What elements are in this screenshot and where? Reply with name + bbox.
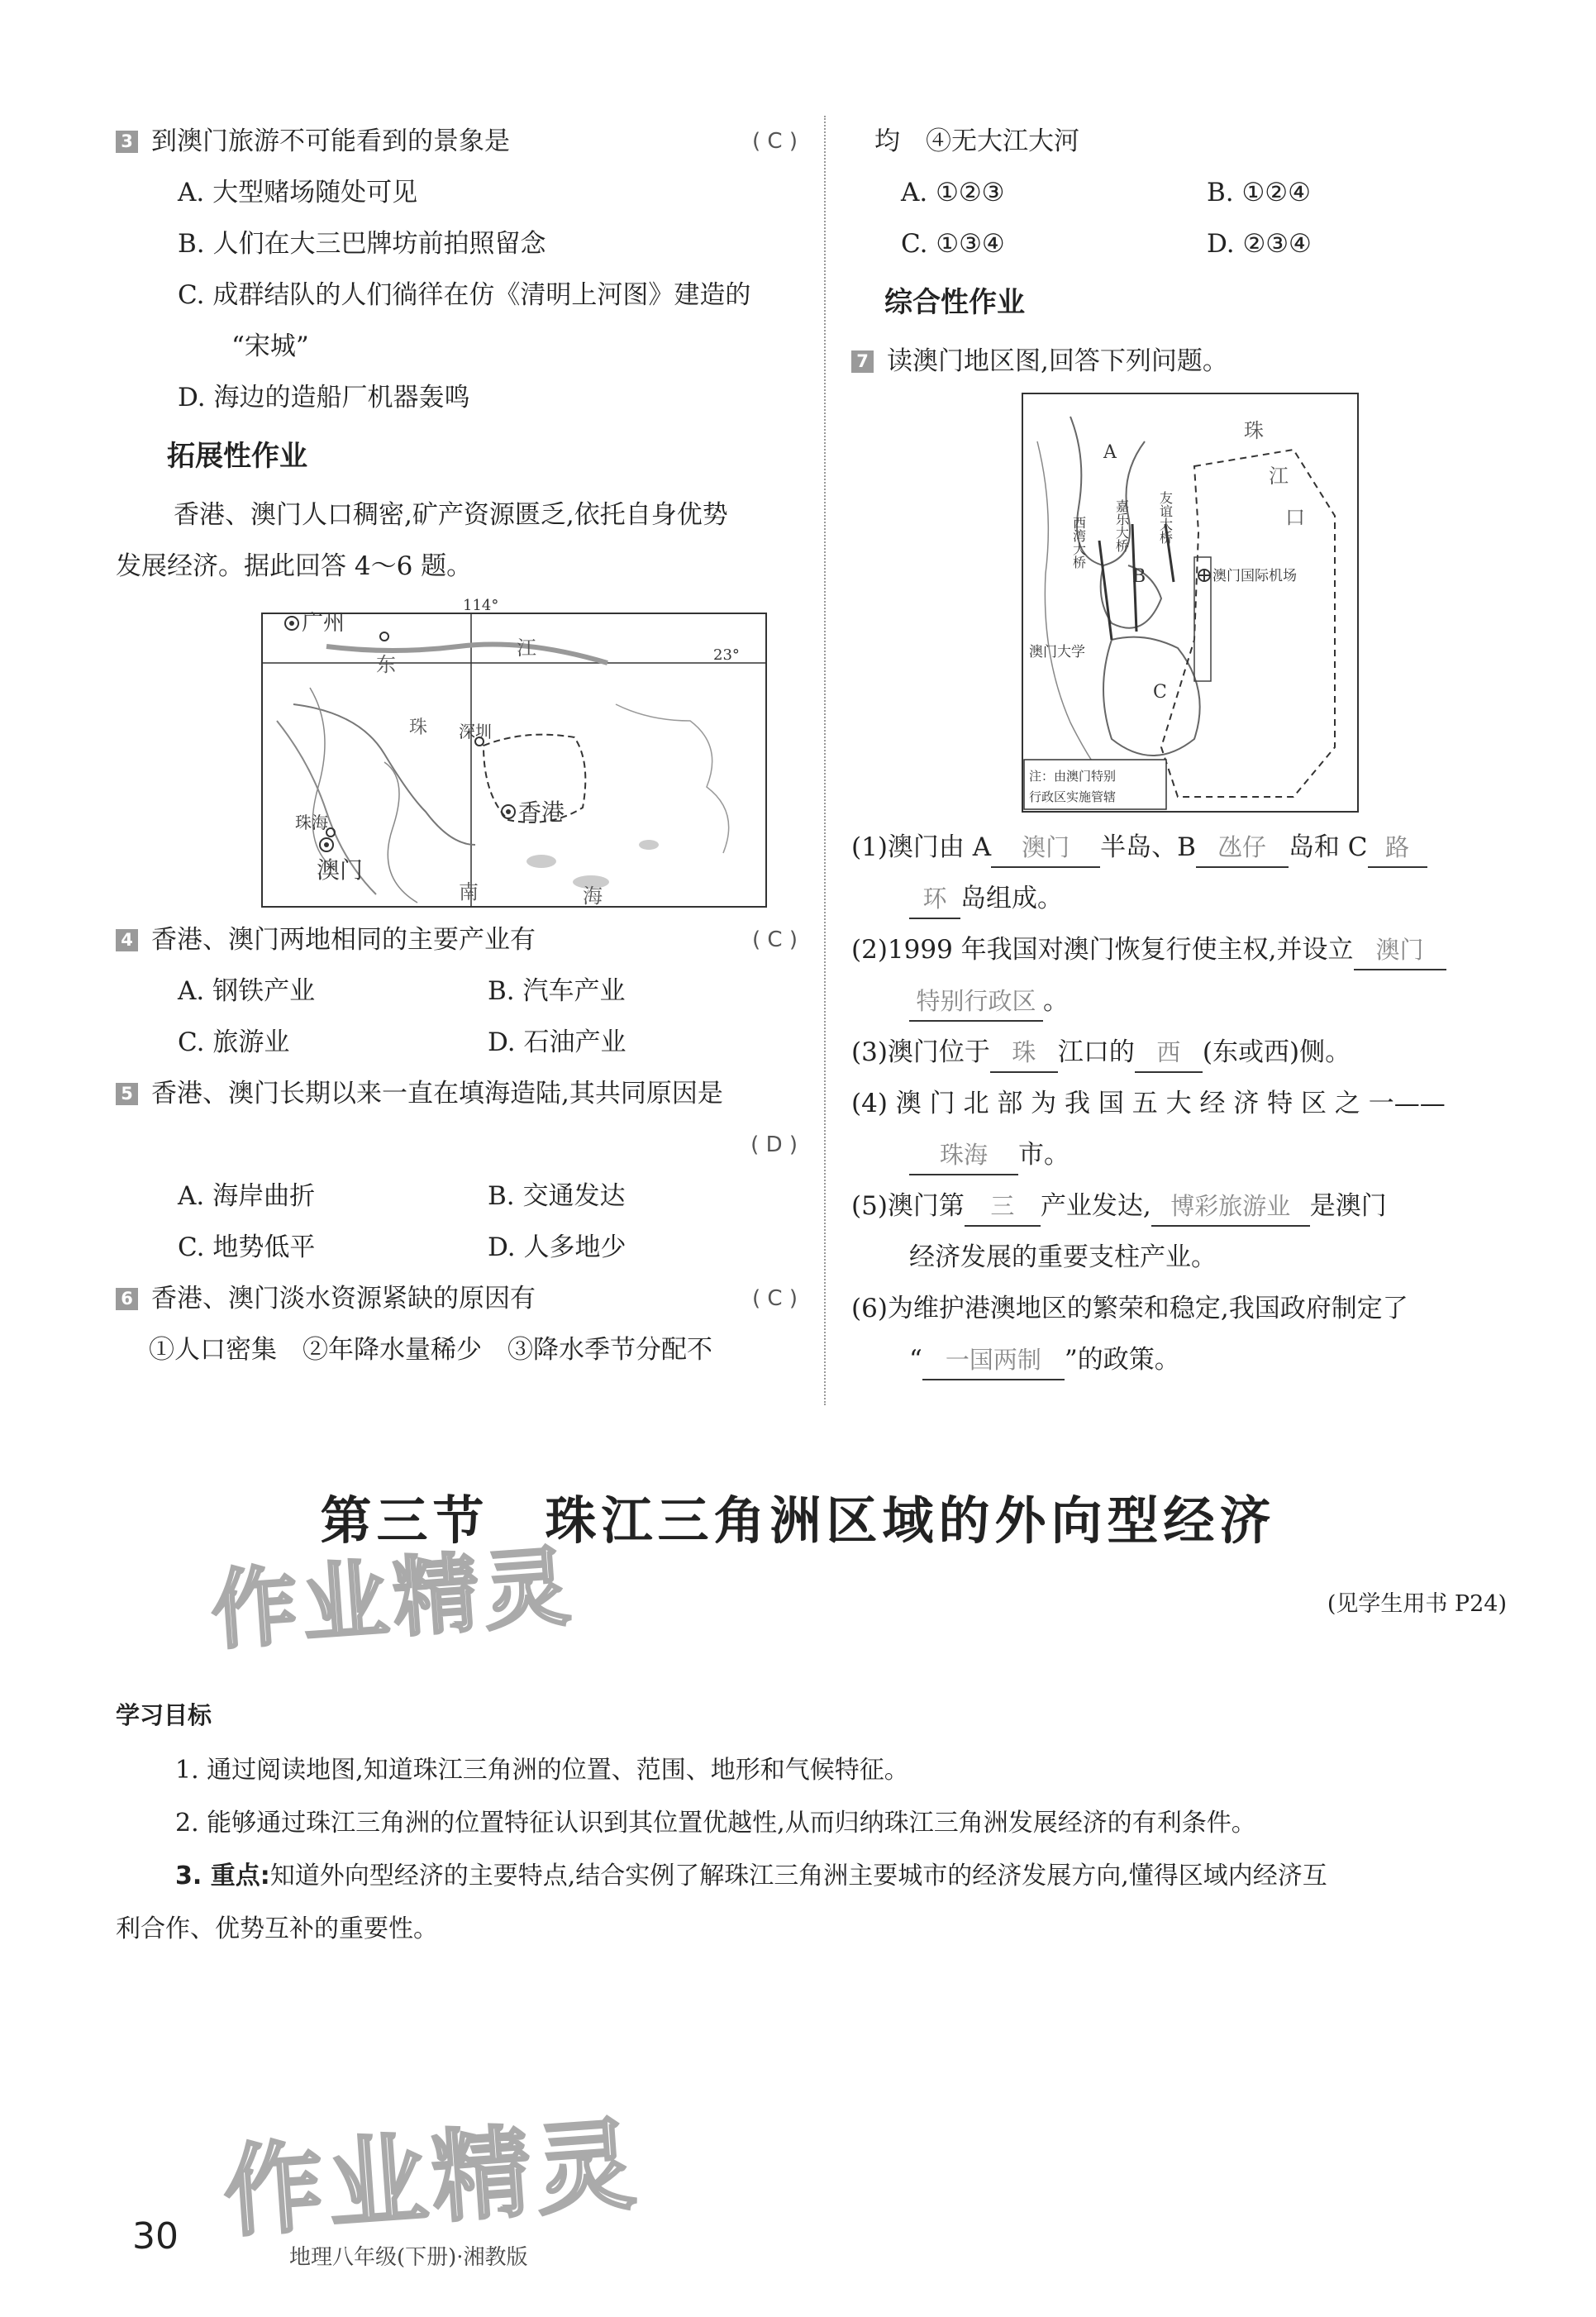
text: 产业发达,	[1040, 1191, 1151, 1221]
label-aomen: 澳门	[317, 856, 364, 884]
question-number: 6	[116, 1288, 138, 1310]
label-latitude: 23°	[713, 646, 740, 664]
options-row-2	[116, 1222, 798, 1273]
page-number: 30	[132, 2215, 179, 2257]
question-text: 香港、澳门两地相同的主要产业有	[151, 925, 536, 955]
option-a: A. 大型赌场随处可见	[178, 178, 418, 207]
label-a: A	[1103, 442, 1117, 463]
text: “	[909, 1345, 922, 1375]
option-a: A. ①②③	[901, 178, 1005, 207]
section-title-extension: 拓展性作业	[167, 440, 307, 473]
option-d: D. 人多地少	[488, 1232, 626, 1262]
label-jiaao-bridge: 嘉乐大桥	[1113, 499, 1130, 552]
q7-part-1	[851, 822, 1513, 873]
student-book-reference: (见学生用书 P24)	[1327, 1591, 1507, 1617]
question-4	[116, 914, 798, 965]
q6-options-row-2	[851, 218, 1513, 269]
label-zhu: 珠	[409, 718, 428, 738]
label-longitude: 114°	[463, 597, 499, 614]
text: (5)澳门第	[851, 1191, 965, 1221]
q7-part-6-continued	[851, 1334, 1513, 1385]
label-university: 澳门大学	[1029, 644, 1085, 660]
answer-blank: 三	[965, 1187, 1041, 1227]
map-graphic	[260, 597, 773, 911]
question-5	[116, 1068, 798, 1119]
macau-map-graphic	[1021, 392, 1360, 813]
hk-macau-map	[260, 597, 773, 911]
q7-part-1-continued	[851, 873, 1513, 924]
question-7	[851, 336, 1513, 387]
text: (2)1999 年我国对澳门恢复行使主权,并设立	[851, 935, 1354, 965]
option-b: B. 交通发达	[488, 1181, 626, 1211]
goal-3-continued: 利合作、优势互补的重要性。	[116, 1914, 438, 1943]
option-d: D. 海边的造船厂机器轰鸣	[178, 383, 470, 412]
question-text: 香港、澳门淡水资源紧缺的原因有	[151, 1284, 536, 1313]
footer-text: 地理八年级(下册)·湘教版	[289, 2245, 528, 2270]
option-c: C. 旅游业	[178, 1027, 290, 1057]
q6-options-row-1	[851, 167, 1513, 218]
text: 。	[1043, 986, 1069, 1016]
right-column	[851, 116, 1513, 1385]
macau-map	[1021, 392, 1360, 813]
label-airport: 澳门国际机场	[1212, 568, 1297, 584]
goals-heading: 学习目标	[116, 1701, 212, 1729]
option-a: A. 钢铁产业	[178, 976, 316, 1006]
q7-part-6: (6)为维护港澳地区的繁荣和稳定,我国政府制定了	[851, 1294, 1408, 1323]
label-xiwan-bridge: 西湾大桥	[1070, 516, 1087, 569]
label-c: C	[1153, 682, 1167, 703]
label-dong: 东	[376, 653, 396, 676]
label-shenzhen: 深圳	[459, 722, 492, 741]
option-b: B. 人们在大三巴牌坊前拍照留念	[178, 229, 546, 259]
question-6-continued: 均 ④无大江大河	[874, 126, 1079, 156]
option-c: C. 地势低平	[178, 1232, 316, 1262]
options-row-1	[116, 965, 798, 1017]
answer: ( C )	[752, 927, 798, 952]
label-zhu: 珠	[1244, 419, 1264, 442]
question-number: 4	[116, 929, 138, 951]
watermark-bottom: 作业精灵	[220, 2107, 644, 2252]
text: 半岛、B	[1100, 832, 1196, 862]
goal-3-label: 3. 重点:	[175, 1862, 270, 1890]
label-hai: 海	[583, 884, 603, 908]
question-text: 读澳门地区图,回答下列问题。	[887, 346, 1228, 376]
label-xianggang: 香港	[518, 799, 565, 826]
q7-part-4-continued	[851, 1129, 1513, 1180]
answer-blank: 特别行政区	[909, 982, 1043, 1022]
goal-2: 2. 能够通过珠江三角洲的位置特征认识到其位置优越性,从而归纳珠江三角洲发展经济的有利条件。	[175, 1809, 1256, 1838]
options-row-1	[116, 1170, 798, 1222]
q7-part-3	[851, 1027, 1513, 1078]
answer-blank: 澳门	[1354, 931, 1446, 970]
text: 市。	[1018, 1140, 1070, 1170]
answer-blank: 博彩旅游业	[1151, 1187, 1310, 1227]
column-divider	[824, 116, 826, 1405]
question-text: 到澳门旅游不可能看到的景象是	[151, 126, 510, 156]
answer-blank: 一国两制	[922, 1341, 1065, 1380]
option-c-continued: “宋城”	[231, 331, 309, 361]
answer-blank: 澳门	[991, 828, 1100, 868]
label-b: B	[1132, 566, 1146, 587]
goal-3-text: 知道外向型经济的主要特点,结合实例了解珠江三角洲主要城市的经济发展方向,懂得区域内经济互	[269, 1862, 1327, 1890]
map-note-2: 行政区实施管辖	[1029, 789, 1117, 804]
label-jiang: 江	[517, 636, 536, 660]
label-nan: 南	[459, 880, 479, 903]
option-b: B. 汽车产业	[488, 976, 626, 1006]
question-text: 香港、澳门长期以来一直在填海造陆,其共同原因是	[151, 1079, 723, 1108]
question-6	[116, 1273, 798, 1324]
q7-part-4: (4) 澳 门 北 部 为 我 国 五 大 经 济 特 区 之 一——	[851, 1089, 1446, 1118]
page-title: 第三节 珠江三角洲区域的外向型经济	[320, 1490, 1276, 1551]
text: (1)澳门由 A	[851, 832, 992, 862]
answer: ( D )	[750, 1132, 798, 1157]
q7-part-5-continued: 经济发展的重要支柱产业。	[909, 1242, 1217, 1272]
q7-part-2-continued	[851, 975, 1513, 1027]
option-c: C. 成群结队的人们徜徉在仿《清明上河图》建造的	[178, 280, 751, 310]
question-6-statements: ①人口密集 ②年降水量稀少 ③降水季节分配不	[149, 1335, 712, 1365]
option-b: B. ①②④	[1207, 178, 1311, 207]
question-number: 5	[116, 1083, 138, 1105]
label-kou: 口	[1285, 506, 1305, 529]
label-guangzhou: 广州	[302, 611, 345, 636]
text: ”的政策。	[1064, 1345, 1180, 1375]
option-d: D. 石油产业	[488, 1027, 626, 1057]
goal-3	[116, 1850, 1513, 1903]
option-c: C. ①③④	[901, 229, 1005, 259]
q7-part-5	[851, 1180, 1513, 1232]
label-youyi-bridge: 友谊大桥	[1157, 491, 1174, 544]
question-3	[116, 116, 798, 167]
goal-1: 1. 通过阅读地图,知道珠江三角洲的位置、范围、地形和气候特征。	[175, 1756, 909, 1785]
answer: ( C )	[752, 1286, 798, 1311]
option-a: A. 海岸曲折	[178, 1181, 316, 1211]
left-column	[116, 116, 798, 1375]
label-zhuhai: 珠海	[295, 813, 328, 832]
answer-blank: 西	[1135, 1033, 1203, 1073]
text: (3)澳门位于	[851, 1037, 990, 1067]
answer-blank: 氹仔	[1196, 828, 1289, 868]
text: (东或西)侧。	[1202, 1037, 1351, 1067]
answer-blank: 路	[1368, 828, 1427, 868]
answer-blank: 珠海	[909, 1136, 1018, 1175]
question-number: 7	[851, 350, 874, 373]
watermark-top: 作业精灵	[207, 1535, 579, 1662]
q7-part-2	[851, 924, 1513, 975]
section-title-comprehensive: 综合性作业	[884, 286, 1025, 319]
text: 江口的	[1057, 1037, 1135, 1067]
text: 岛和 C	[1288, 832, 1368, 862]
text: 岛组成。	[960, 884, 1063, 913]
question-number: 3	[116, 131, 138, 153]
intro-text: 香港、澳门人口稠密,矿产资源匮乏,依托自身优势	[174, 500, 728, 530]
map-note-1: 注：由澳门特别	[1029, 769, 1117, 784]
answer-blank: 环	[909, 880, 960, 919]
label-jiang: 江	[1269, 465, 1289, 488]
answer-blank: 珠	[990, 1033, 1058, 1073]
intro-text-continued: 发展经济。据此回答 4～6 题。	[116, 551, 473, 581]
answer: ( C )	[752, 129, 798, 154]
learning-goals	[116, 1686, 1513, 1956]
option-d: D. ②③④	[1207, 229, 1312, 259]
options-row-2	[116, 1017, 798, 1068]
text: 是澳门	[1309, 1191, 1387, 1221]
